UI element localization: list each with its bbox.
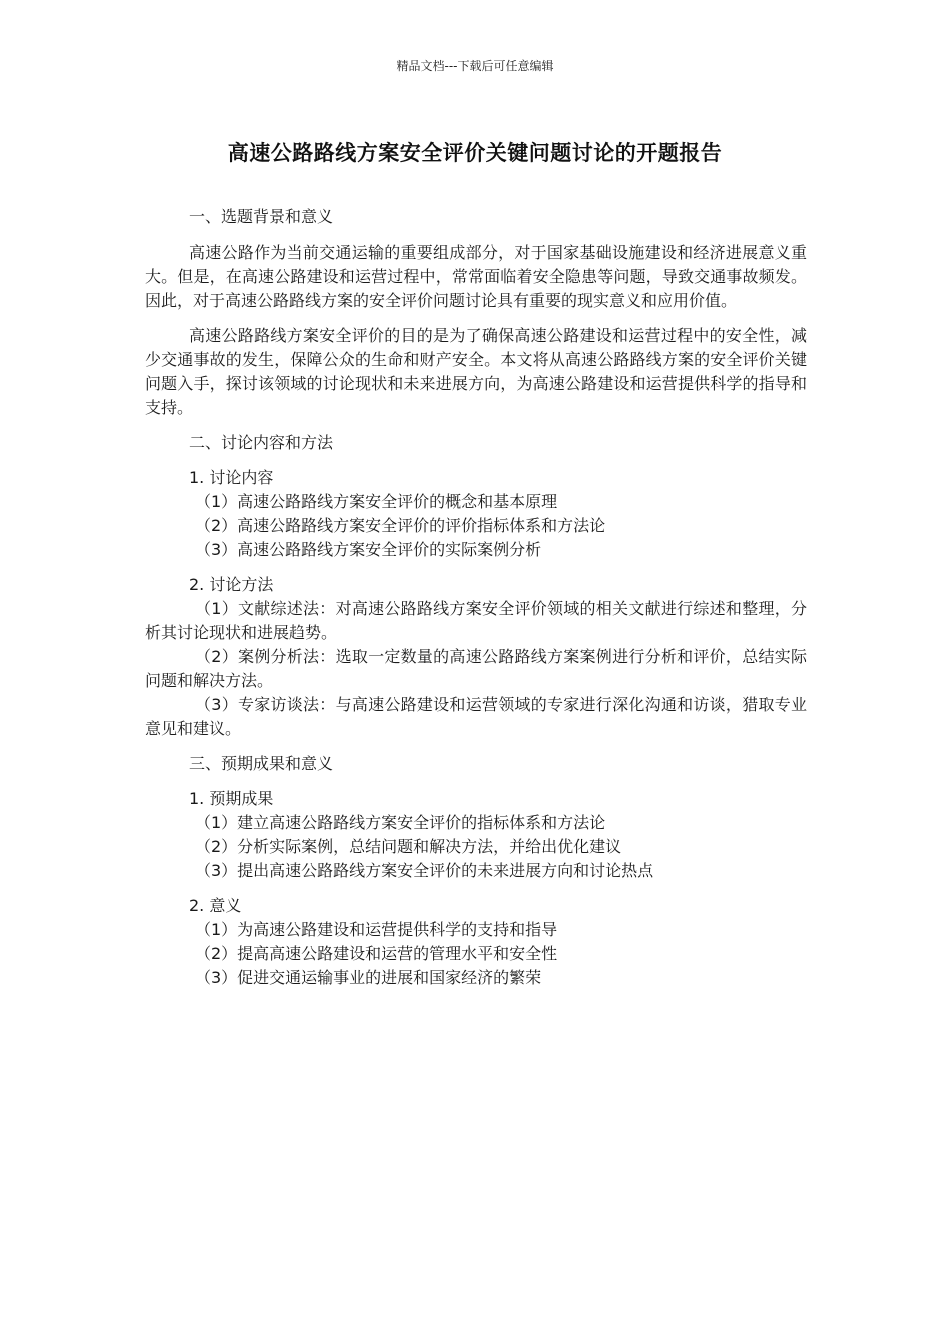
section-heading-background: 一、选题背景和意义 [189,207,334,226]
page-header: 精品文档---下载后可任意编辑 [396,59,554,73]
research-method-item: （3）专家访谈法：与高速公路建设和运营领域的专家进行深化沟通和访谈，猎取专业意见和建议。 [145,695,807,738]
expected-result-item: （2）分析实际案例，总结问题和解决方法，并给出优化建议 [195,837,622,856]
research-content-item: （2）高速公路路线方案安全评价的评价指标体系和方法论 [195,516,606,535]
subheading-significance: 2. 意义 [189,896,242,915]
document-body [145,205,807,990]
significance-item: （3）促进交通运输事业的进展和国家经济的繁荣 [195,968,542,987]
document-title: 高速公路路线方案安全评价关键问题讨论的开题报告 [227,141,723,165]
subheading-research-content: 1. 讨论内容 [189,468,274,487]
research-method-item: （1）文献综述法：对高速公路路线方案安全评价领域的相关文献进行综述和整理，分析其讨论现状和进展趋势。 [145,599,807,642]
research-method-item: （2）案例分析法：选取一定数量的高速公路路线方案案例进行分析和评价，总结实际问题和解决方法。 [145,647,807,690]
background-paragraph-2: 高速公路路线方案安全评价的目的是为了确保高速公路建设和运营过程中的安全性，减少交通事故的发生，保障公众的生命和财产安全。本文将从高速公路路线方案的安全评价关键问题入手，探讨该领域的讨论现状和未来进展方向，为高速公路建设和运营提供科学的指导和支持。 [145,326,807,417]
significance-item: （2）提高高速公路建设和运营的管理水平和安全性 [195,944,558,963]
significance-item: （1）为高速公路建设和运营提供科学的支持和指导 [195,920,558,939]
subheading-research-method: 2. 讨论方法 [189,575,274,594]
background-paragraph-1: 高速公路作为当前交通运输的重要组成部分，对于国家基础设施建设和经济进展意义重大。但是，在高速公路建设和运营过程中，常常面临着安全隐患等问题，导致交通事故频发。因此，对于高速公路路线方案的安全评价问题讨论具有重要的现实意义和应用价值。 [145,243,807,310]
research-content-item: （1）高速公路路线方案安全评价的概念和基本原理 [195,492,558,511]
section-heading-research: 二、讨论内容和方法 [189,433,334,452]
section-heading-outcomes: 三、预期成果和意义 [189,754,334,773]
research-content-item: （3）高速公路路线方案安全评价的实际案例分析 [195,540,542,559]
expected-result-item: （1）建立高速公路路线方案安全评价的指标体系和方法论 [195,813,606,832]
subheading-expected-results: 1. 预期成果 [189,789,274,808]
expected-result-item: （3）提出高速公路路线方案安全评价的未来进展方向和讨论热点 [195,861,654,880]
